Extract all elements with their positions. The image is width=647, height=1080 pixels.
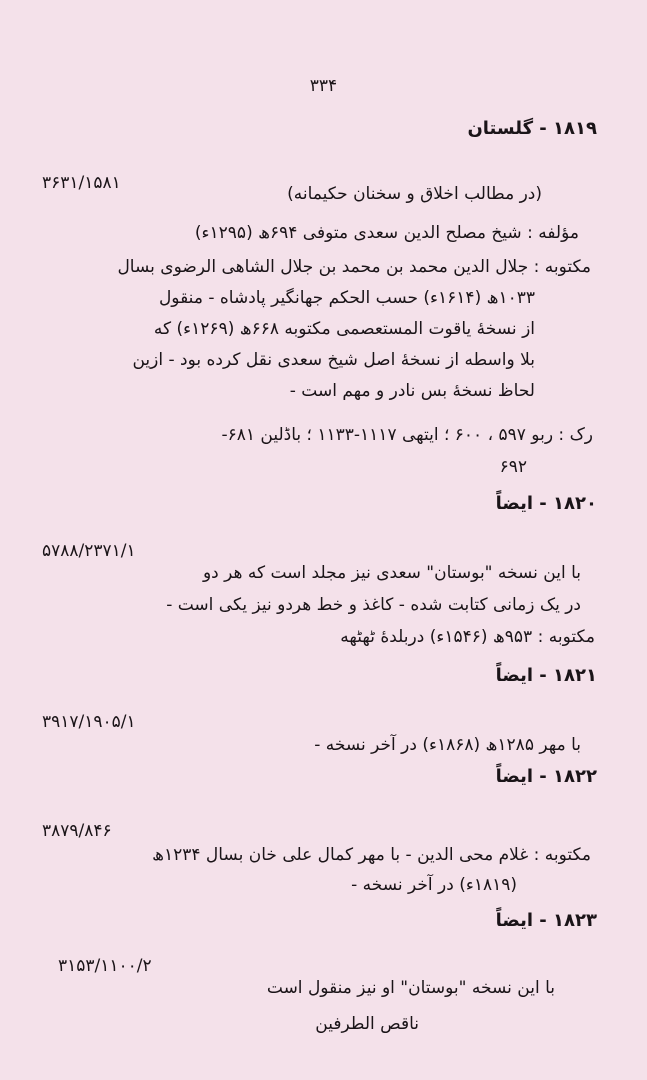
- entry-line: ۶۹۲: [499, 457, 527, 477]
- entry-line: مؤلفه : شیخ مصلح الدین سعدی متوفی ۶۹۴ھ (۱۲۹۵ء): [194, 223, 579, 243]
- entry-line: (در مطالب اخلاق و سخنان حکیمانه): [287, 184, 542, 204]
- entry-line: از نسخهٔ یاقوت المستعصمی مکتوبه ۶۶۸ھ (۱۲۶۹ء) که: [153, 319, 535, 339]
- entry-line: لحاظ نسخهٔ بس نادر و مهم است -: [289, 381, 535, 401]
- entry-heading: ۱۸۲۲ - ایضاً: [495, 766, 597, 787]
- entry-heading: ۱۸۲۰ - ایضاً: [495, 493, 597, 514]
- entry-heading: ۱۸۲۱ - ایضاً: [495, 665, 597, 686]
- entry-line: با این نسخه "بوستان" سعدی نیز مجلد است که هر دو: [202, 563, 581, 583]
- entry-line: (۱۸۱۹ء) در آخر نسخه -: [351, 875, 517, 895]
- entry-line: مکتوبه : غلام محی الدین - با مهر کمال علی خان بسال ۱۲۳۴ھ: [152, 845, 591, 865]
- entry-line: بلا واسطه از نسخهٔ اصل شیخ سعدی نقل کرده بود - ازین: [132, 350, 535, 370]
- entry-line: مکتوبه : جلال الدین محمد بن محمد بن جلال الشاهی الرضوی بسال: [117, 257, 591, 277]
- catalog-number: ۳۸۷۹/۸۴۶: [42, 821, 112, 841]
- entry-line: ناقص الطرفین: [315, 1014, 419, 1034]
- catalog-number: ۳۱۵۳/۱۱۰۰/۲: [58, 956, 152, 976]
- entry-heading: ۱۸۲۳ - ایضاً: [495, 910, 597, 931]
- catalog-number: ۳۹۱۷/۱۹۰۵/۱: [42, 712, 136, 732]
- catalog-number: ۵۷۸۸/۲۳۷۱/۱: [42, 541, 136, 561]
- entry-heading: ۱۸۱۹ - گلستان: [467, 118, 597, 139]
- entry-line: با مهر ۱۲۸۵ھ (۱۸۶۸ء) در آخر نسخه -: [314, 735, 581, 755]
- entry-line: ۱۰۳۳ھ (۱۶۱۴ء) حسب الحکم جهانگیر پادشاه - منقول: [158, 288, 535, 308]
- entry-line: در یک زمانی کتابت شده - کاغذ و خط هردو نیز یکی است -: [166, 595, 581, 615]
- catalog-number: ۳۶۳۱/۱۵۸۱: [42, 173, 121, 193]
- entry-line: رک : ربو ۵۹۷ ، ۶۰۰ ؛ ایتھی ۱۱۱۷-۱۱۳۳ ؛ باڈلین ۶۸۱-: [221, 425, 593, 445]
- page-number: ۳۳۴: [309, 76, 338, 96]
- entry-line: با این نسخه "بوستان" او نیز منقول است: [266, 978, 555, 998]
- entry-line: مکتوبه : ۹۵۳ھ (۱۵۴۶ء) دربلدهٔ ٹھٹھه: [340, 627, 595, 647]
